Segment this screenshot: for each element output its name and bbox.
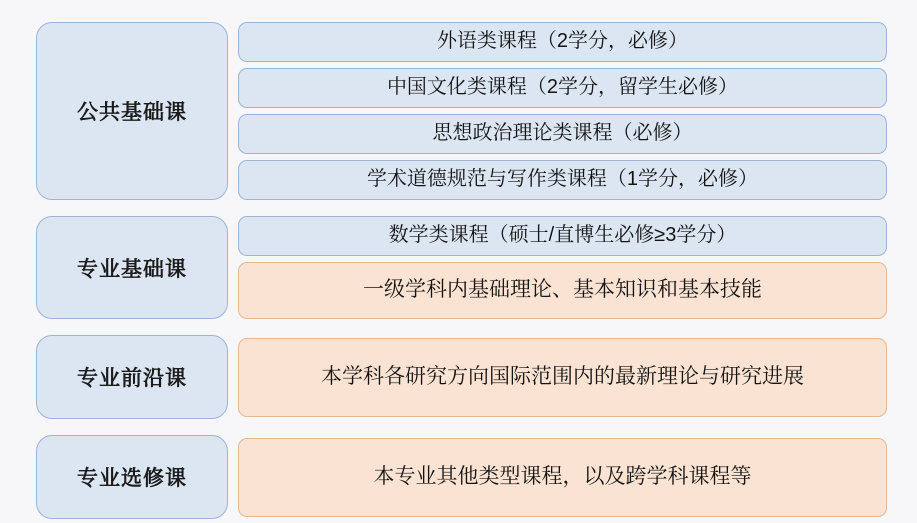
course-item: 本专业其他类型课程，以及跨学科课程等 — [238, 438, 887, 517]
course-item: 一级学科内基础理论、基本知识和基本技能 — [238, 262, 887, 319]
item-list — [238, 335, 887, 419]
diagram-row — [36, 216, 887, 319]
category-box-major-basic — [36, 216, 228, 319]
diagram-row — [36, 435, 887, 519]
course-item: 外语类课程（2学分，必修） — [238, 22, 887, 62]
diagram-row — [36, 335, 887, 419]
category-box-public-basic — [36, 22, 228, 200]
category-box-major-elective — [36, 435, 228, 519]
course-item: 中国文化类课程（2学分，留学生必修） — [238, 68, 887, 108]
item-list — [238, 216, 887, 319]
category-label: 专业基础课 — [77, 257, 187, 281]
category-label: 公共基础课 — [77, 101, 187, 124]
category-box-major-frontier — [36, 335, 228, 419]
course-item: 数学类课程（硕士/直博生必修≥3学分） — [238, 216, 887, 256]
course-item: 学术道德规范与写作类课程（1学分，必修） — [238, 160, 887, 200]
item-list — [238, 22, 887, 200]
item-list — [238, 435, 887, 519]
course-item: 思想政治理论类课程（必修） — [238, 114, 887, 154]
diagram-row — [36, 22, 887, 200]
category-label: 专业前沿课 — [77, 367, 187, 391]
course-item: 本学科各研究方向国际范围内的最新理论与研究进展 — [238, 338, 887, 417]
category-label: 专业选修课 — [77, 467, 187, 491]
